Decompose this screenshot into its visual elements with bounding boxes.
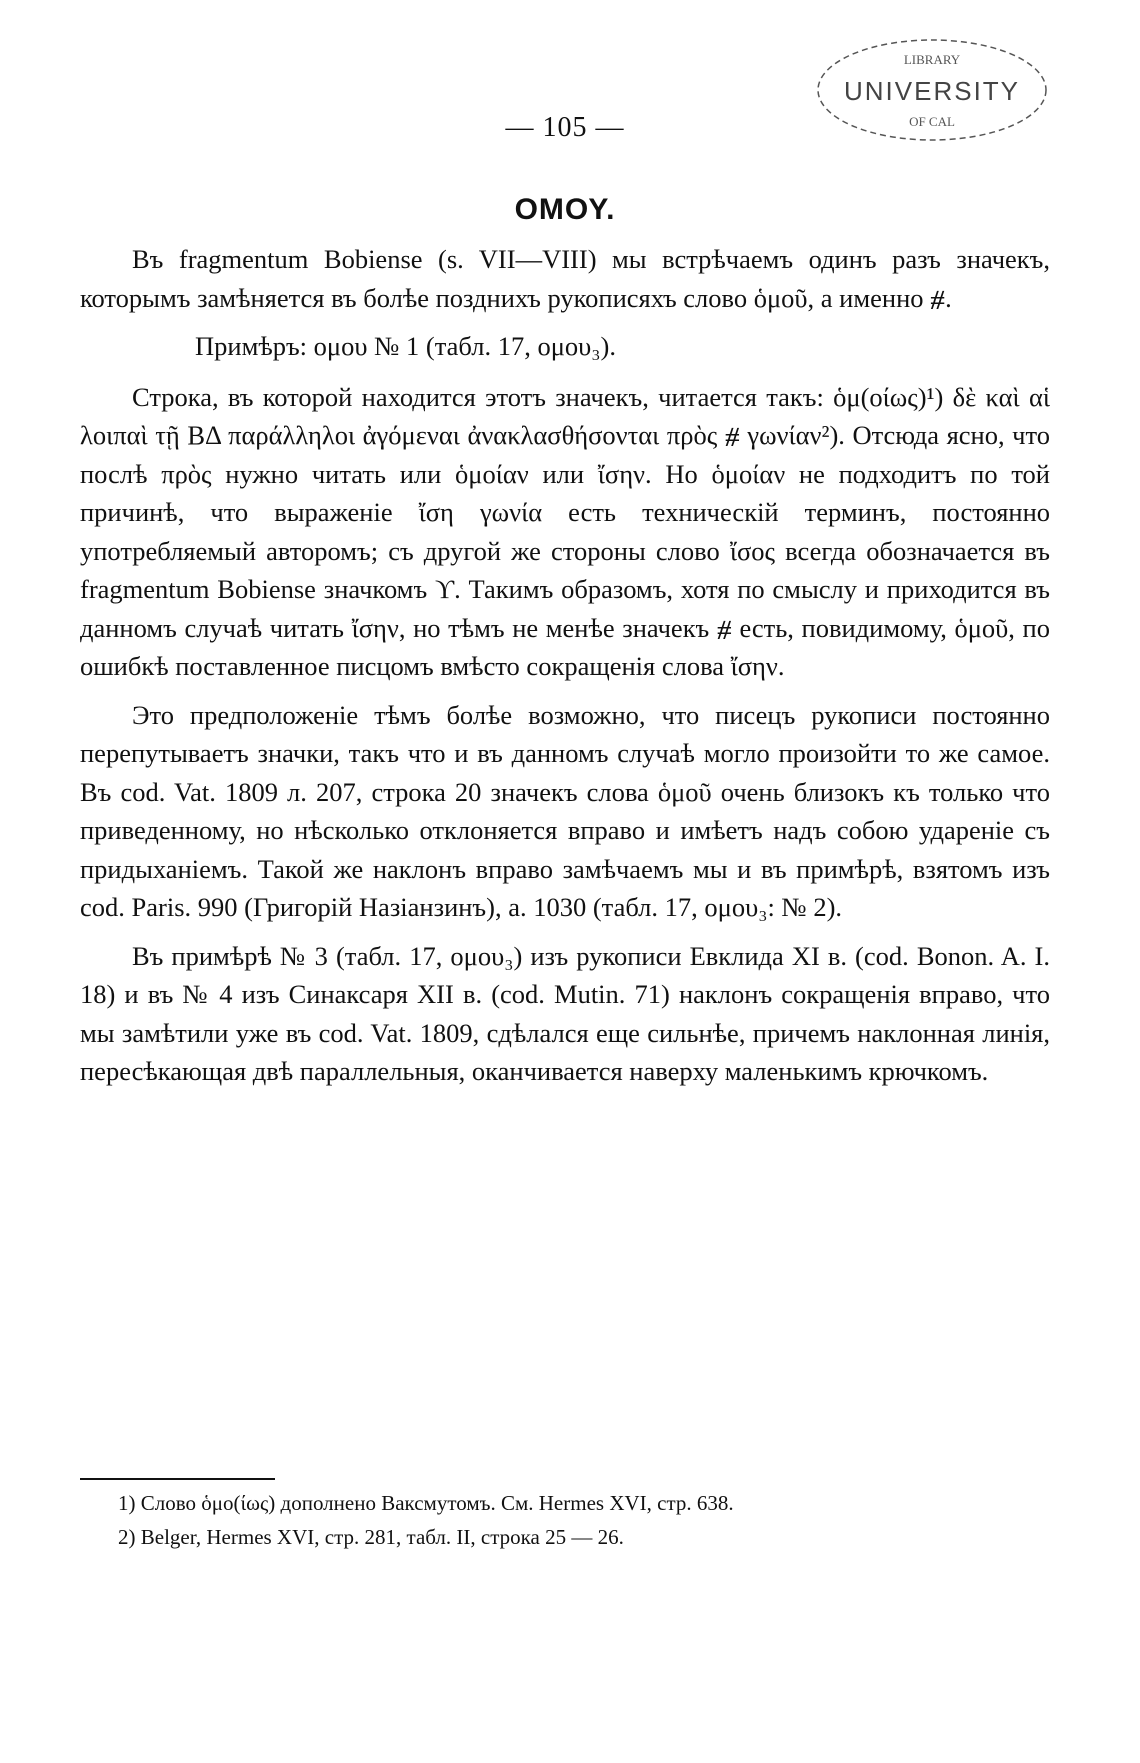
- paragraph-intro: Въ fragmentum Bobiense (s. VII—VIII) мы встрѣчаемъ одинъ разъ значекъ, которымъ замѣняется въ болѣе позднихъ рукописяхъ слово ὁμοῦ, а именно ⧣.: [80, 244, 1050, 313]
- stamp-main-text: UNIVERSITY: [843, 76, 1021, 106]
- stamp-bottom-text: OF CAL: [909, 114, 955, 129]
- section-title: ΟΜΟΥ.: [514, 193, 616, 226]
- paragraph-line-reading: Строка, въ которой находится этотъ значекъ, читается такъ: ὁμ(οίως)¹) δὲ καὶ αἱ λοιπαὶ τῇ ΒΔ παράλληλοι ἀγόμεναι ἀνακλασθήσονται πρὸς ⧣ γωνίαν²). Отсюда ясно, что послѣ πρὸς нужно читать или ὁμοίαν или ἴσην. Но ὁμοίαν не подходитъ по той причинѣ, что выраженіе ἴση γωνία есть техническій терминъ, постоянно употребляемый авторомъ; съ другой же стороны слово ἴσος всегда обозначается въ fragmentum Bobiense значкомъ ϒ. Такимъ образомъ, хотя по смыслу и приходится въ данномъ случаѣ читать ἴσην, но тѣмъ не менѣе значекъ ⧣ есть, повидимому, ὁμοῦ, по ошибкѣ поставленное писцомъ вмѣсто сокращенія слова ἴσην.: [80, 381, 1050, 681]
- paragraph-assumption: Это предположеніе тѣмъ болѣе возможно, что писецъ рукописи постоянно перепутываетъ значки, такъ что и въ данномъ случаѣ могло произойти то же самое. Въ cod. Vat. 1809 л. 207, строка 20 значекъ слова ὁμοῦ очень близокъ къ только что приведенному, но нѣсколько отклоняется вправо и имѣетъ надъ собою удареніе съ придыханіемъ. Такой же наклонъ вправо замѣчаемъ мы и въ примѣрѣ, взятомъ изъ cod. Paris. 990 (Григорій Назіанзинъ), а. 1030 (табл. 17, ομου₃: № 2).: [80, 699, 1050, 922]
- footnotes: [80, 1478, 1050, 1554]
- footnote-2: 2) Belger, Hermes XVI, стр. 281, табл. II, строка 25 — 26.: [118, 1525, 624, 1549]
- paragraph-examples-3-4: Въ примѣрѣ № 3 (табл. 17, ομου₃) изъ рукописи Евклида XI в. (cod. Bonon. A. I. 18) и въ № 4 изъ Синаксаря XII в. (cod. Mutin. 71) наклонъ сокращенія вправо, что мы замѣтили уже въ cod. Vat. 1809, сдѣлался еще сильнѣе, причемъ наклонная линія, пересѣкающая двѣ параллельныя, оканчивается наверху маленькимъ крючкомъ.: [80, 940, 1050, 1086]
- stamp-top-text: LIBRARY: [903, 52, 961, 67]
- footnote-rule: [80, 1478, 275, 1480]
- page-number: — 105 —: [505, 112, 625, 143]
- body-text: [80, 240, 1050, 1091]
- footnote-1: 1) Слово ὁμο(ίως) дополнено Ваксмутомъ. См. Hermes XVI, стр. 638.: [118, 1491, 734, 1515]
- paragraph-example: Примѣръ: ομου № 1 (табл. 17, ομου₃).: [195, 331, 616, 361]
